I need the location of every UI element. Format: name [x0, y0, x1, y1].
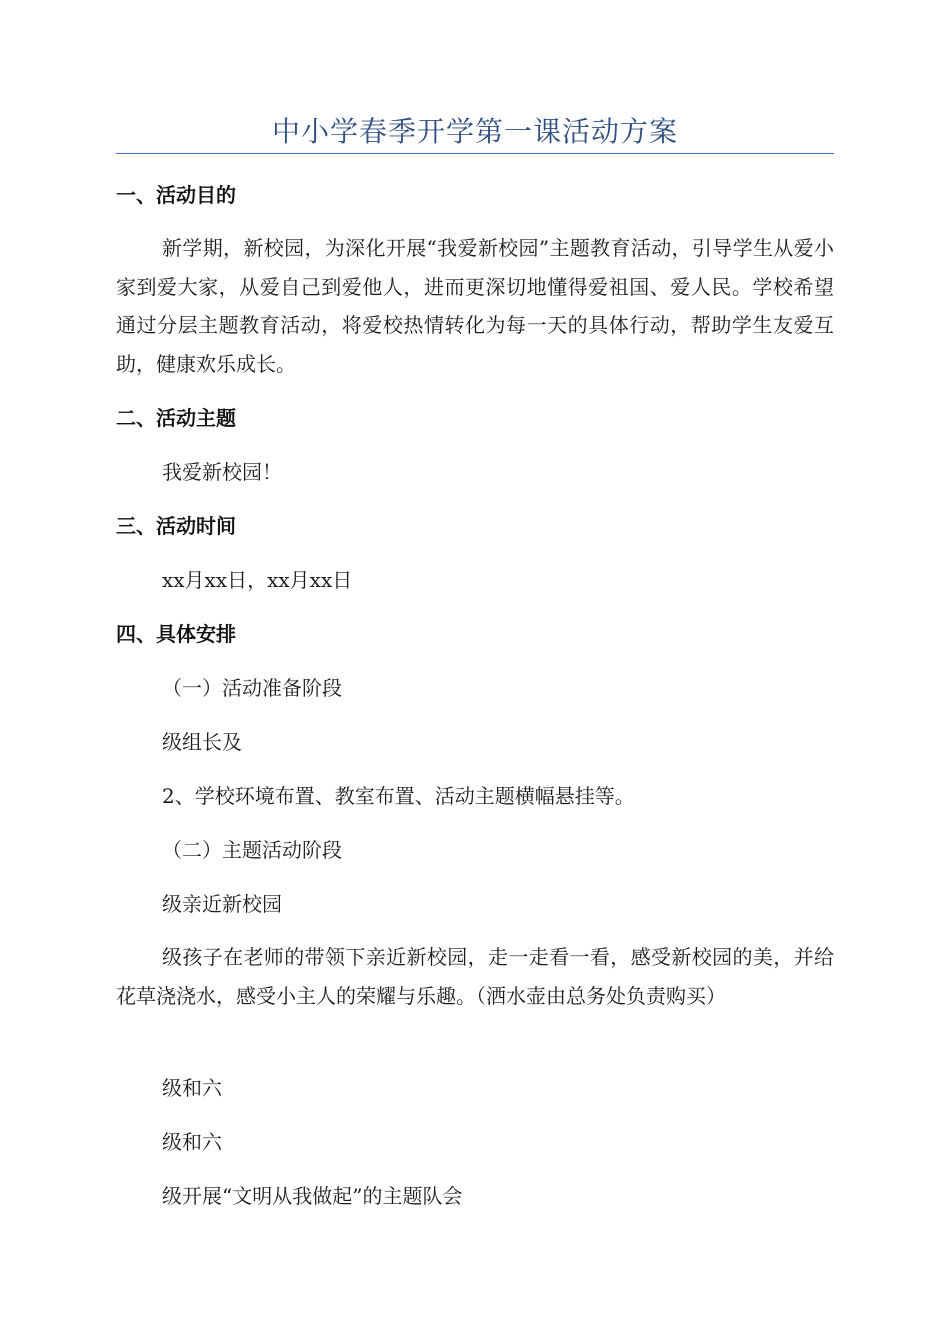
paragraph-time: xx月xx日，xx月xx日 — [162, 568, 353, 592]
arrangement-item: 级亲近新校园 — [162, 892, 282, 916]
arrangement-item: 级组长及 — [162, 730, 242, 754]
paragraph-theme: 我爱新校园！ — [162, 460, 282, 484]
arrangement-paragraph: 级孩子在老师的带领下亲近新校园，走一走看一看，感受新校园的美，并给花草浇浇水，感受小主人的荣耀与乐趣。（洒水壶由总务处负责购买） — [116, 945, 834, 1008]
stage-theme-label: （二）主题活动阶段 — [162, 838, 342, 862]
section-heading-purpose: 一、活动目的 — [116, 183, 236, 207]
document-title: 中小学春季开学第一课活动方案 — [271, 115, 678, 148]
section-heading-theme: 二、活动主题 — [116, 406, 236, 430]
paragraph-purpose: 新学期，新校园，为深化开展“我爱新校园”主题教育活动，引导学生从爱小家到爱大家，从爱自己到爱他人，进而更深切地懂得爱祖国、爱人民。学校希望通过分层主题教育活动，将爱校热情转化为每一天的具体行动，帮助学生友爱互助，健康欢乐成长。 — [116, 236, 834, 376]
arrangement-item: 2、学校环境布置、教室布置、活动主题横幅悬挂等。 — [162, 784, 635, 808]
arrangement-item: 级开展“文明从我做起”的主题队会 — [162, 1184, 463, 1208]
section-heading-arrangement: 四、具体安排 — [116, 622, 236, 646]
title-underline — [116, 153, 834, 154]
arrangement-item: 级和六 — [162, 1130, 222, 1154]
arrangement-item: 级和六 — [162, 1076, 222, 1100]
stage-prep-label: （一）活动准备阶段 — [162, 676, 342, 700]
section-heading-time: 三、活动时间 — [116, 514, 236, 538]
